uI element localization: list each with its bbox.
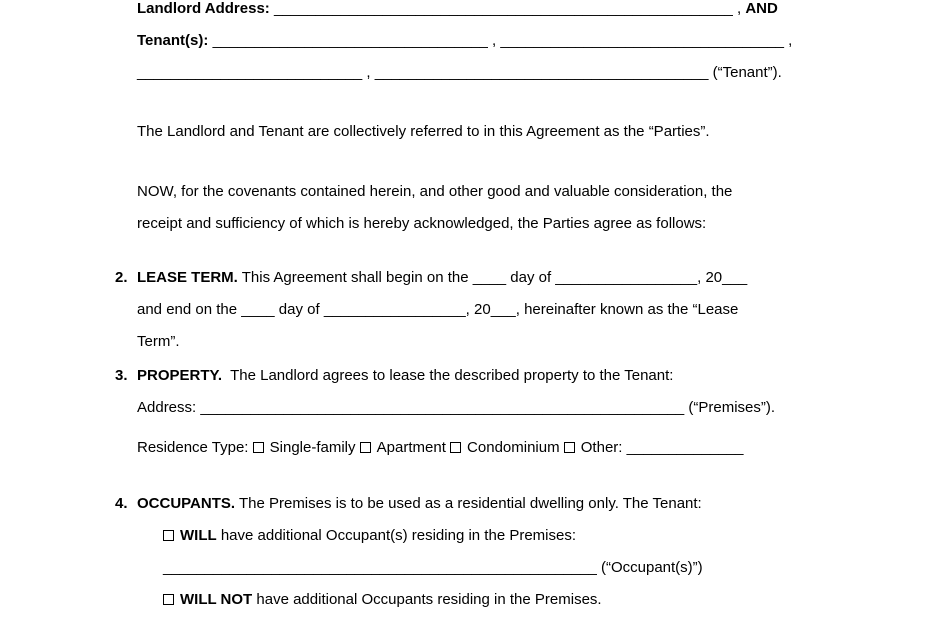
will-occupants-line [163, 520, 840, 552]
tenants-line-2 [137, 57, 840, 89]
property-address-line [137, 392, 840, 424]
occupants-defined-term: (“Occupant(s)”) [596, 559, 703, 576]
will-not-occupants-text: have additional Occupants residing in the Premises. [252, 591, 602, 608]
residence-type-line [137, 432, 840, 464]
will-not-occupants-line [163, 584, 840, 616]
property-body [137, 360, 840, 464]
lease-term-body [137, 262, 840, 358]
lease-term-line-2 [137, 294, 840, 326]
will-occupants-bold: WILL [180, 527, 217, 544]
condominium-checkbox[interactable] [450, 442, 461, 453]
parties-intro-block [137, 0, 840, 89]
will-occupants-text: have additional Occupant(s) residing in the Premises: [216, 527, 577, 544]
tenants-line-1 [137, 25, 840, 57]
tenant-name-blank-1[interactable]: _________________________________ [212, 32, 488, 49]
tenant-separator-2: , [362, 64, 375, 81]
lease-term-text-5: day of [274, 301, 324, 318]
tenant-trailing-comma: , [784, 32, 793, 49]
lease-term-text-7: , hereinafter known as the “Lease [515, 301, 739, 318]
start-day-blank[interactable]: ____ [472, 269, 507, 286]
lease-term-line-3 [137, 326, 840, 358]
landlord-address-label: Landlord Address: [137, 0, 274, 17]
consideration-paragraph [137, 176, 840, 240]
other-label: Other: [580, 439, 627, 456]
lease-term-text-8: Term”. [137, 333, 180, 350]
tenants-label: Tenant(s): [137, 32, 213, 49]
consideration-line-2 [137, 208, 840, 240]
property-address-label: Address: [137, 399, 201, 416]
lease-term-text-6: , 20 [465, 301, 491, 318]
section-number-property: 3. [115, 367, 128, 384]
tenant-name-blank-3[interactable]: ___________________________ [137, 64, 363, 81]
property-heading: PROPERTY. [137, 367, 223, 384]
parties-definition-paragraph [137, 116, 840, 148]
landlord-address-line [137, 0, 840, 25]
parties-definition-text: The Landlord and Tenant are collectively referred to in this Agreement as the “Parties”. [137, 123, 710, 140]
lease-term-text-3: , 20 [697, 269, 723, 286]
section-property [115, 360, 840, 464]
occupant-names-line [163, 552, 840, 584]
section-number-occupants: 4. [115, 495, 128, 512]
consideration-text-2: receipt and sufficiency of which is hereby acknowledged, the Parties agree as follows: [137, 215, 707, 232]
tenant-name-blank-4[interactable]: ________________________________________ [374, 64, 709, 81]
landlord-address-blank[interactable]: _______________________________________________________ [273, 0, 733, 17]
tenant-separator-1: , [487, 32, 501, 49]
parties-definition-line [137, 116, 840, 148]
end-month-blank[interactable]: _________________ [323, 301, 466, 318]
and-separator: , [732, 0, 746, 17]
occupant-names-blank[interactable]: ____________________________________________________ [163, 559, 597, 576]
will-not-occupants-bold: WILL NOT [180, 591, 253, 608]
occupants-intro-text: The Premises is to be used as a residential dwelling only. The Tenant: [235, 495, 702, 512]
consideration-line-1 [137, 176, 840, 208]
end-day-blank[interactable]: ____ [241, 301, 275, 318]
lease-term-text-1: This Agreement shall begin on the [237, 269, 473, 286]
will-not-occupants-checkbox[interactable] [163, 594, 174, 605]
end-year-blank[interactable]: ___ [490, 301, 516, 318]
section-occupants [115, 488, 840, 616]
condominium-label: Condominium [467, 439, 564, 456]
occupants-line-1 [137, 488, 840, 520]
premises-defined-term: (“Premises”). [684, 399, 776, 416]
start-month-blank[interactable]: _________________ [555, 269, 698, 286]
section-lease-term [115, 262, 840, 358]
single-family-checkbox[interactable] [253, 442, 264, 453]
tenant-defined-term: (“Tenant”). [708, 64, 782, 81]
other-blank[interactable]: ______________ [626, 439, 744, 456]
property-intro-text: The Landlord agrees to lease the described property to the Tenant: [222, 367, 674, 384]
other-checkbox[interactable] [564, 442, 575, 453]
lease-term-text-4: and end on the [137, 301, 242, 318]
property-address-blank[interactable]: __________________________________________________________ [200, 399, 685, 416]
lease-term-line-1 [137, 262, 840, 294]
occupants-body [137, 488, 840, 616]
apartment-checkbox[interactable] [360, 442, 371, 453]
residence-type-label: Residence Type: [137, 439, 253, 456]
section-number-lease-term: 2. [115, 269, 128, 286]
tenant-name-blank-2[interactable]: __________________________________ [500, 32, 785, 49]
lease-term-heading: LEASE TERM. [137, 269, 238, 286]
consideration-text-1: NOW, for the covenants contained herein, and other good and valuable consideration, the [137, 183, 733, 200]
lease-term-text-2: day of [506, 269, 556, 286]
occupants-heading: OCCUPANTS. [137, 495, 236, 512]
and-connector: AND [745, 0, 778, 17]
will-occupants-checkbox[interactable] [163, 530, 174, 541]
start-year-blank[interactable]: ___ [722, 269, 748, 286]
property-line-1 [137, 360, 840, 392]
apartment-label: Apartment [376, 439, 451, 456]
single-family-label: Single-family [269, 439, 360, 456]
